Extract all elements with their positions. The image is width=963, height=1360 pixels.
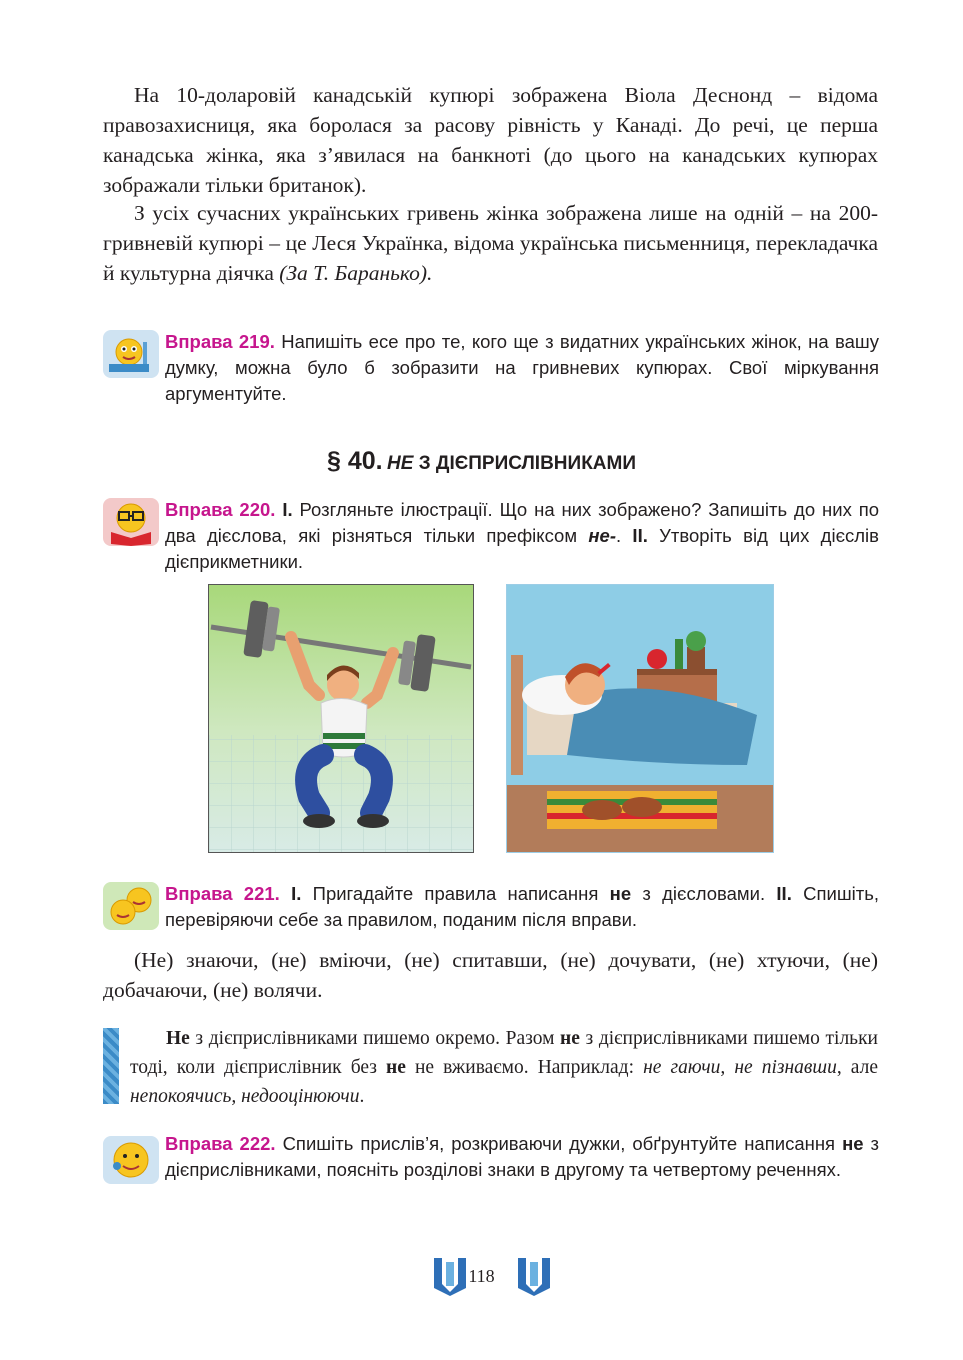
exercise-222-icon	[103, 1136, 159, 1184]
exercise-220-icon	[103, 498, 159, 546]
weightlifter-illustration	[208, 584, 474, 853]
rule-text-4: , але	[836, 1057, 878, 1078]
exercise-222-text-1: Спишіть прислів’я, розкриваючи дужки, обґрунтуйте написання	[275, 1133, 843, 1154]
exercise-219-icon	[103, 330, 159, 378]
exercise-221-text-3: Спишіть, перевіряючи себе за правилом, поданим після вправи.	[165, 883, 880, 930]
exercise-222	[165, 1131, 879, 1183]
rule-example-1: не гаючи, не пізнавши	[643, 1057, 837, 1078]
exercise-219-text: Напишіть есе про те, кого ще з видатних українських жінок, на вашу думку, можна було б зобразити на гривневих купюрах. Свої міркування аргументуйте.	[165, 331, 879, 404]
exercise-221-roman-1: І.	[279, 883, 302, 904]
rule-text-3: не вживаємо. Наприклад:	[405, 1057, 644, 1078]
sick-person-illustration	[506, 584, 774, 853]
exercise-222-ne: не	[842, 1133, 864, 1154]
exercise-220-text-1: Розгляньте ілюстрації. Що на них зображено? Запишіть до них по два дієслова, які різняться тільки префіксом	[165, 499, 880, 546]
paragraph-1	[103, 80, 878, 200]
exercise-220-prefix: не-	[588, 525, 616, 546]
exercise-221-ne: не	[609, 883, 632, 904]
exercise-220	[165, 497, 879, 575]
section-ne: НЕ	[387, 453, 414, 474]
section-title: З ДІЄПРИСЛІВНИКАМИ	[413, 453, 636, 474]
exercise-222-label: Вправа 222.	[165, 1133, 276, 1154]
paragraph-1-text: На 10-доларовій канадській купюрі зображена Віола Деснонд – відома правозахисниця, яка боролася за расову рівність у Канаді. До речі, це перша канадська жінка, яка з’явилася на банкноті (до цього на канадських купюрах зображали тільки британок).	[103, 83, 878, 197]
exercise-221-text-2: з дієсловами.	[631, 883, 766, 904]
exercise-220-text-2: Утворіть від цих дієслів дієприкметники.	[165, 525, 879, 572]
rule-text-1: з дієприслівниками пишемо окремо. Разом	[189, 1028, 561, 1049]
rule-text-2: з дієприслівниками пишемо тільки тоді, коли дієприслівник без	[130, 1028, 878, 1078]
section-heading	[0, 447, 963, 476]
exercise-220-dot: .	[615, 525, 622, 546]
page-number: 118	[468, 1266, 495, 1286]
rule-bar	[103, 1028, 119, 1104]
exercise-221-roman-2: ІІ.	[776, 883, 792, 904]
paragraph-2	[103, 198, 878, 288]
exercise-219	[165, 329, 879, 407]
exercise-221-text-1: Пригадайте правила написання	[301, 883, 610, 904]
rule-ne-1: Не	[166, 1028, 190, 1049]
exercise-219-label: Вправа 219.	[165, 331, 275, 352]
rule-text-5: .	[359, 1086, 365, 1107]
paragraph-2-text: З усіх сучасних українських гривень жінка зображена лише на одній – на 200-гривневій купюрі – це Леся Українка, відома українська письменниця, перекладачка й культурна діячка	[103, 201, 878, 285]
rule-ne-3: не	[386, 1057, 406, 1078]
rule-ne-2: не	[560, 1028, 580, 1049]
exercise-221-icon	[103, 882, 159, 930]
exercise-220-label: Вправа 220.	[165, 499, 276, 520]
exercise-221-label: Вправа 221.	[165, 883, 280, 904]
word-list	[103, 945, 878, 1005]
exercise-220-roman-2: ІІ.	[621, 525, 648, 546]
rule-text	[130, 1024, 878, 1111]
exercise-221	[165, 881, 879, 933]
paragraph-2-source: (За Т. Баранько).	[279, 261, 433, 285]
exercise-222-text-2: з дієприслівниками, поясніть розділові знаки в другому та четвертому реченнях.	[165, 1133, 880, 1180]
word-list-text: (Не) знаючи, (не) вміючи, (не) спитавши, (не) дочувати, (не) хтуючи, (не) добачаючи, (не) волячи.	[103, 948, 878, 1002]
section-number: § 40.	[326, 447, 383, 475]
page-ornament-right	[514, 1254, 554, 1298]
exercise-220-roman-1: І.	[275, 499, 293, 520]
rule-example-2: непокоячись, недооцінюючи	[130, 1086, 360, 1107]
